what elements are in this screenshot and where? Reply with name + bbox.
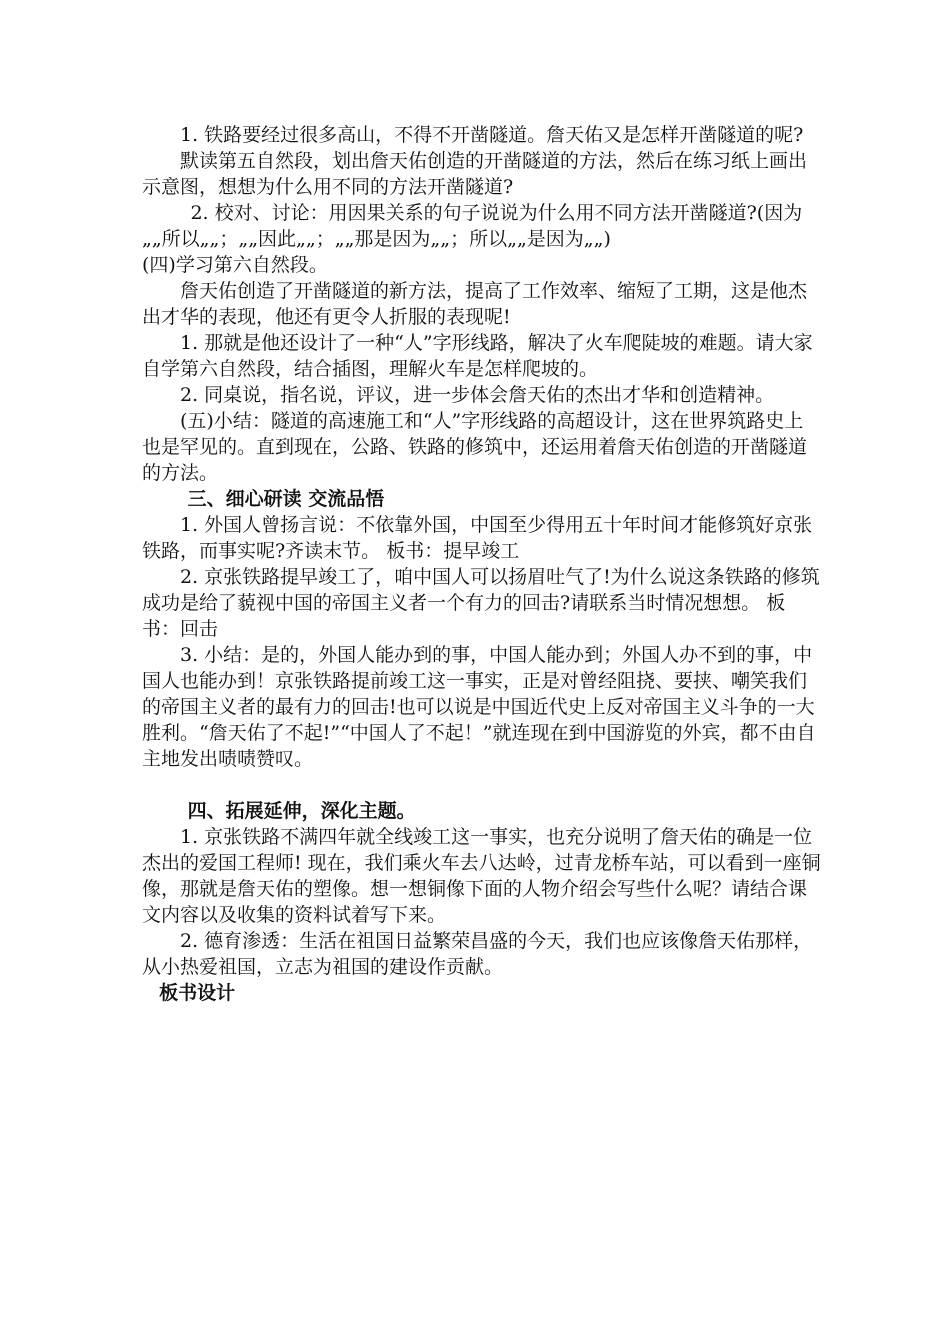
section-heading-three: 三、细心研读 交流品悟	[187, 488, 385, 510]
paragraph-summary-three: 3. 小结：是的，外国人能办到的事，中国人能办到；外国人办不到的事，中国人也能办到！京张铁路提前竣工这一事实，正是对曾经阻挠、要挟、嘲笑我们的帝国主义者的最有力的回击!也可以说是中国近代史上反对帝国主义斗争的一大胜利。“詹天佑了不起!”“中国人了不起！”就连现在到中国游览的外宾，都不由自主地发出啧啧赞叹。	[142, 644, 816, 770]
paragraph-silent-reading: 默读第五自然段，划出詹天佑创造的开凿隧道的方法，然后在练习纸上画出示意图，想想为什么用不同的方法开凿隧道?	[142, 150, 808, 198]
section-heading-four: 四、拓展延伸，深化主题。	[187, 800, 416, 822]
paragraph-moral-education: 2. 德育渗透：生活在祖国日益繁荣昌盛的今天，我们也应该像詹天佑那样，从小热爱祖国，立志为祖国的建设作贡献。	[142, 930, 813, 978]
section-heading-paragraph-six: (四)学习第六自然段。	[142, 254, 328, 276]
paragraph-herringbone-line: 1. 那就是他还设计了一种“人”字形线路，解决了火车爬陡坡的难题。请大家自学第六自然段，结合插图，理解火车是怎样爬坡的。	[142, 332, 813, 380]
paragraph-bronze-statue: 1. 京张铁路不满四年就全线竣工这一事实，也充分说明了詹天佑的确是一位杰出的爱国工程师! 现在，我们乘火车去八达岭，过青龙桥车站，可以看到一座铜像，那就是詹天佑的塑像。想一想铜像下面的人物介绍会写些什么呢？请结合课文内容以及收集的资料试着写下来。	[142, 826, 821, 926]
paragraph-proofread-discuss: 2. 校对、讨论：用因果关系的句子说说为什么用不同方法开凿隧道?(因为„„所以„„；„„因此„„；„„那是因为„„；所以„„是因为„„)	[142, 202, 803, 250]
paragraph-new-method: 詹天佑创造了开凿隧道的新方法，提高了工作效率、缩短了工期，这是他杰出才华的表现，他还有更令人折服的表现呢!	[142, 280, 808, 328]
document-body	[142, 122, 822, 1006]
paragraph-early-completion: 2. 京张铁路提早竣工了，咱中国人可以扬眉吐气了!为什么说这条铁路的修筑成功是给了藐视中国的帝国主义者一个有力的回击?请联系当时情况想想。 板书：回击	[142, 566, 820, 640]
paragraph-peer-discussion: 2. 同桌说，指名说，评议，进一步体会詹天佑的杰出才华和创造精神。	[180, 384, 775, 406]
paragraph-tunnel-question: 1. 铁路要经过很多高山，不得不开凿隧道。詹天佑又是怎样开凿隧道的呢?	[180, 124, 804, 146]
board-design-heading: 板书设计	[159, 982, 236, 1004]
paragraph-summary-five: (五)小结：隧道的高速施工和“人”字形线路的高超设计，这在世界筑路史上也是罕见的。直到现在，公路、铁路的修筑中，还运用着詹天佑创造的开凿隧道的方法。	[142, 410, 808, 484]
paragraph-foreign-claim: 1. 外国人曾扬言说：不依靠外国，中国至少得用五十年时间才能修筑好京张铁路，而事实呢?齐读末节。 板书：提早竣工	[142, 514, 813, 562]
